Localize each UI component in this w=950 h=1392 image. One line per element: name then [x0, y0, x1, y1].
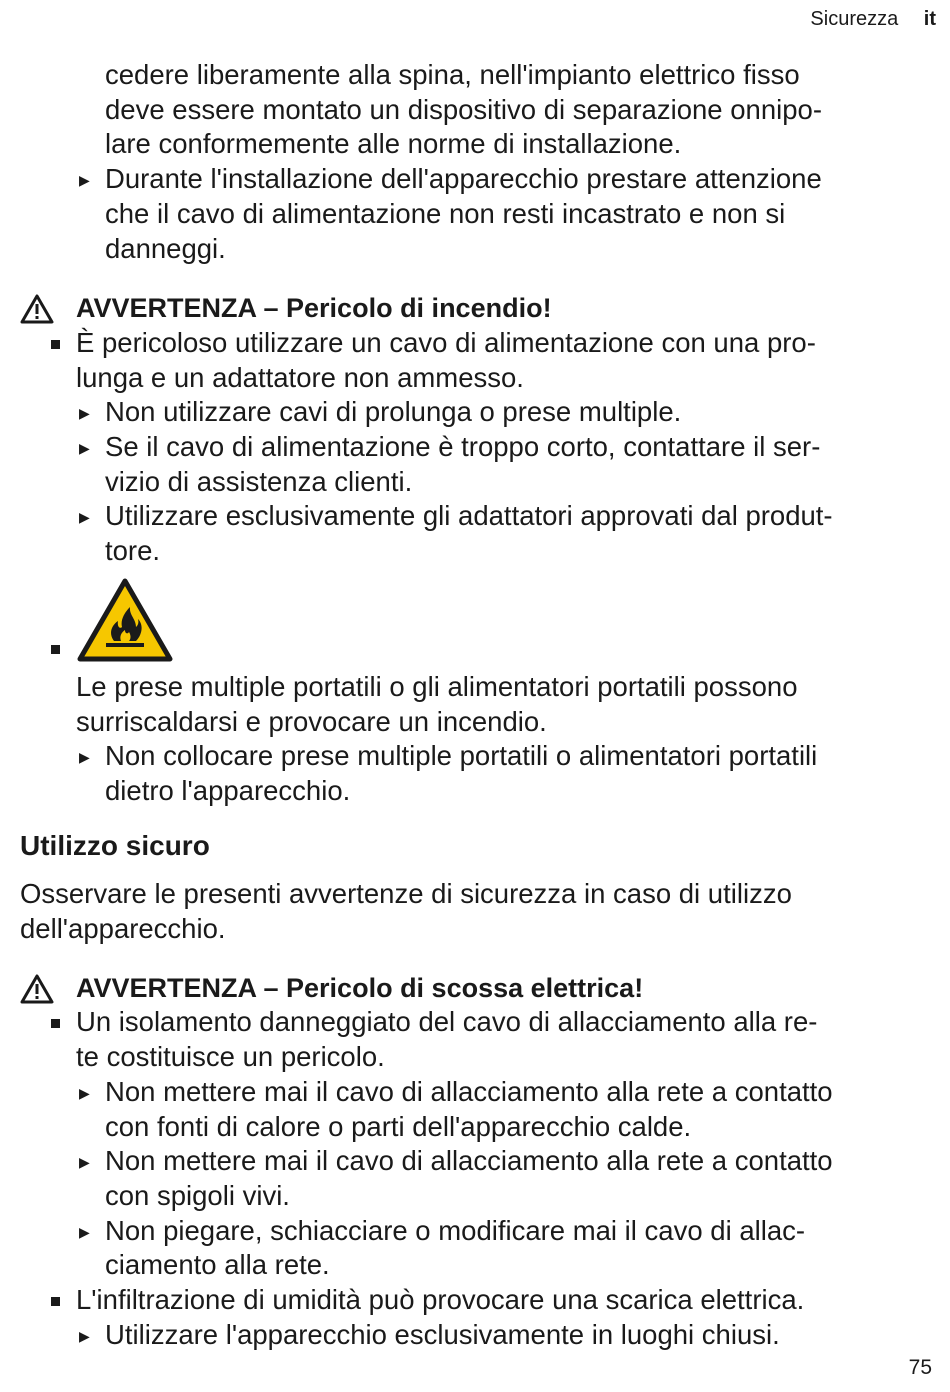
step-item: ▶ Non utilizzare cavi di prolunga o prese multiple.	[79, 396, 682, 428]
intro-line: cedere liberamente alla spina, nell'impianto elettrico fisso	[105, 59, 800, 90]
page-content	[20, 58, 920, 1353]
intro-line: lare conformemente alle norme di installazione.	[105, 128, 682, 160]
step-item: ▶ Non collocare prese multiple portatili o alimentatori portatili dietro l'apparecchio.	[79, 740, 818, 806]
intro-line: deve essere montato un dispositivo di separazione onnipo-	[105, 93, 822, 125]
paragraph-line: dell'apparecchio.	[20, 913, 226, 945]
page-header	[810, 8, 936, 31]
flammable-warning-icon	[76, 577, 174, 663]
arrow-right-icon: ▶	[79, 509, 90, 526]
square-bullet-icon	[51, 645, 60, 654]
arrow-right-icon: ▶	[79, 172, 90, 189]
arrow-right-icon: ▶	[79, 405, 90, 422]
arrow-right-icon: ▶	[79, 1154, 90, 1171]
bullet-item: È pericoloso utilizzare un cavo di alimentazione con una pro- lunga e un adattatore non ammesso.	[20, 326, 920, 395]
section-heading: Utilizzo sicuro	[20, 829, 210, 861]
warning-shock-title: AVVERTENZA – Pericolo di scossa elettrica!	[20, 971, 920, 1006]
warning-triangle-icon	[20, 974, 54, 1004]
bullet-item: L'infiltrazione di umidità può provocare una scarica elettrica.	[20, 1283, 920, 1318]
page-number: 75	[908, 1356, 932, 1379]
step-item: ▶ Utilizzare esclusivamente gli adattatori approvati dal produt- tore.	[79, 500, 833, 567]
square-bullet-icon	[51, 1297, 60, 1306]
step-item: ▶ Non piegare, schiacciare o modificare mai il cavo di allac- ciamento alla rete.	[79, 1214, 806, 1281]
arrow-right-icon: ▶	[79, 1084, 90, 1101]
warning-triangle-icon	[20, 294, 54, 324]
square-bullet-icon	[51, 340, 60, 349]
bullet-text: Le prese multiple portatili o gli alimentatori portatili possono	[76, 670, 798, 702]
bullet-item	[20, 577, 920, 670]
step-item: ▶ Non mettere mai il cavo di allacciamento alla rete a contatto con fonti di calore o parti dell'apparecchio calde.	[79, 1075, 833, 1142]
step-item: ▶ Durante l'installazione dell'apparecchio prestare attenzione che il cavo di alimentazione non resti incastrato e non si danneggi.	[79, 163, 822, 264]
arrow-right-icon: ▶	[79, 1327, 90, 1344]
step-item: ▶ Utilizzare l'apparecchio esclusivamente in luoghi chiusi.	[79, 1318, 780, 1350]
section-title: Sicurezza	[810, 8, 899, 30]
arrow-right-icon: ▶	[79, 749, 90, 766]
bullet-text: surriscaldarsi e provocare un incendio.	[76, 705, 547, 737]
warning-fire-title: AVVERTENZA – Pericolo di incendio!	[20, 291, 920, 326]
step-item: ▶ Non mettere mai il cavo di allacciamento alla rete a contatto con spigoli vivi.	[79, 1145, 833, 1211]
arrow-right-icon: ▶	[79, 1223, 90, 1240]
arrow-right-icon: ▶	[79, 440, 90, 457]
language-code: it	[923, 8, 936, 30]
square-bullet-icon	[51, 1019, 60, 1028]
bullet-item: Un isolamento danneggiato del cavo di allacciamento alla re- te costituisce un pericolo.	[20, 1005, 920, 1074]
paragraph-line: Osservare le presenti avvertenze di sicurezza in caso di utilizzo	[20, 878, 792, 910]
step-item: ▶ Se il cavo di alimentazione è troppo corto, contattare il ser- vizio di assistenza clienti.	[79, 431, 821, 497]
